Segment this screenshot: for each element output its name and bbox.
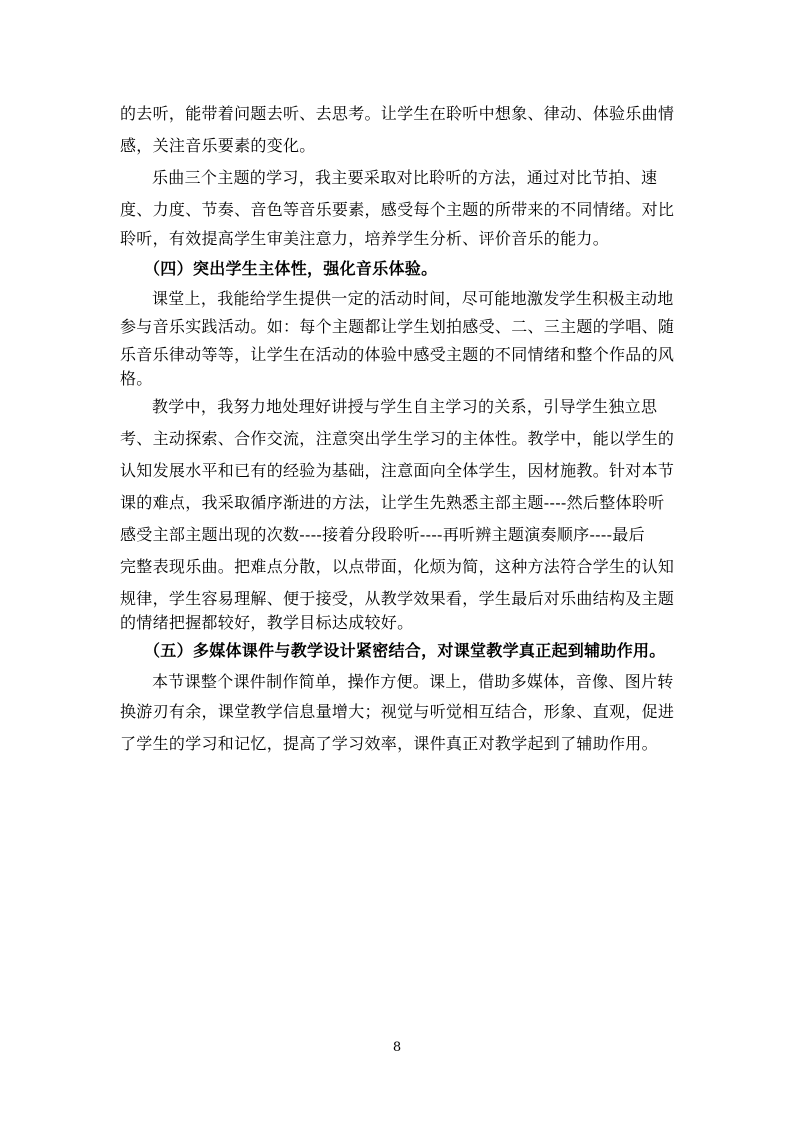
paragraph-first-line: 教学中，我努力地处理好讲授与学生自主学习的关系，引导学生独立思 [152,397,658,416]
section-heading: （五）多媒体课件与教学设计紧密结合，对课堂教学真正起到辅助作用。 [144,641,666,660]
text-line: 的去听，能带着问题去听、去思考。让学生在聆听中想象、律动、体验乐曲情 [120,104,675,123]
text-line: 度、力度、节奏、音色等音乐要素，感受每个主题的所带来的不同情绪。对比 [120,200,675,219]
paragraph-first-line: 乐曲三个主题的学习，我主要采取对比聆听的方法，通过对比节拍、速 [152,168,658,187]
text-line: 乐音乐律动等等，让学生在活动的体验中感受主题的不同情绪和整个作品的风 [120,345,675,364]
text-line: 聆听，有效提高学生审美注意力，培养学生分析、评价音乐的能力。 [120,229,610,248]
text-line: 了学生的学习和记忆，提高了学习效率，课件真正对教学起到了辅助作用。 [120,734,658,753]
text-line: 感，关注音乐要素的变化。 [120,136,316,155]
text-line: 规律，学生容易理解、便于接受，从教学效果看，学生最后对乐曲结构及主题 [120,589,675,608]
text-line: 课的难点，我采取循序渐进的方法，让学生先熟悉主部主题----然后整体聆听 [120,493,665,512]
text-line: 认知发展水平和已有的经验为基础，注意面向全体学生，因材施教。针对本节 [120,461,675,480]
page-number: 8 [392,1040,402,1055]
paragraph-first-line: 课堂上，我能给学生提供一定的活动时间，尽可能地激发学生积极主动地 [152,289,674,308]
text-line: 参与音乐实践活动。如：每个主题都让学生划拍感受、二、三主题的学唱、随 [120,317,675,336]
text-line: 感受主部主题出现的次数----接着分段聆听----再听辨主题演奏顺序----最后 [120,525,645,544]
text-line: 的情绪把握都较好，教学目标达成较好。 [120,613,414,632]
text-line: 格。 [120,369,153,388]
text-line: 换游刃有余，课堂教学信息量增大；视觉与听觉相互结合，形象、直观，促进 [120,702,675,721]
paragraph-first-line: 本节课整个课件制作简单，操作方便。课上，借助多媒体，音像、图片转 [152,672,674,691]
section-heading: （四）突出学生主体性，强化音乐体验。 [144,259,438,278]
text-line: 完整表现乐曲。把难点分散，以点带面，化烦为简，这种方法符合学生的认知 [120,557,675,576]
text-line: 考、主动探索、合作交流，注意突出学生学习的主体性。教学中，能以学生的 [120,429,675,448]
